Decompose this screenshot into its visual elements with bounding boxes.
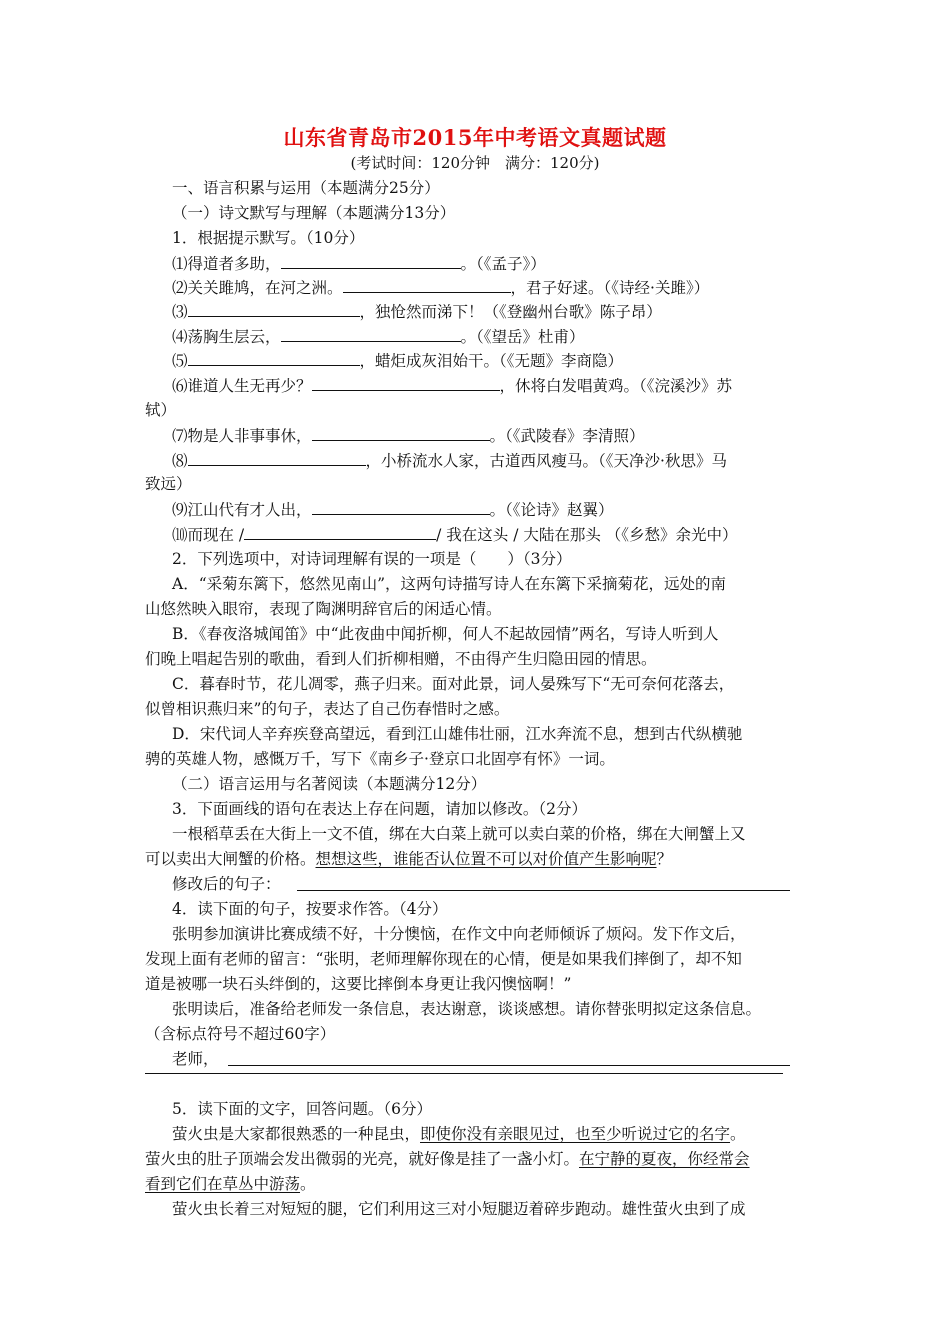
passage-line: 道是被哪一块石头绊倒的，这要比摔倒本身更让我闪懊恼啊！”	[145, 975, 572, 993]
recite-item: ⑽而现在 / / 我在这头 / 大陆在那头 （《乡愁》余光中）	[172, 526, 738, 544]
option-a-continued: 山悠然映入眼帘，表现了陶渊明辞官后的闲适心情。	[145, 600, 502, 618]
recite-item: ⑻ ，小桥流水人家，古道西风瘦马。（《天净沙·秋思》马	[172, 452, 727, 470]
recite-item: ⑸ ，蜡炬成灰泪始干。（《无题》李商隐）	[172, 352, 624, 370]
question-stem: 5．读下面的文字，回答问题。（6分）	[172, 1100, 432, 1118]
recite-item: ⑵关关雎鸠，在河之洲。 ，君子好逑。（《诗经·关雎》）	[172, 279, 710, 297]
recite-item-continued: 轼）	[145, 401, 177, 419]
option-d: D．宋代词人辛弃疾登高望远，看到江山雄伟壮丽，江水奔流不息，想到古代纵横驰	[172, 725, 743, 743]
passage-line: 张明读后，准备给老师发一条信息，表达谢意，谈谈感想。请你替张明拟定这条信息。	[172, 1000, 762, 1018]
option-c-continued: 似曾相识燕归来”的句子，表达了自己伤春惜时之感。	[145, 700, 510, 718]
question-stem: 1．根据提示默写。（10分）	[172, 229, 365, 247]
answer-label: 老师，	[172, 1050, 219, 1068]
part-heading: （一）诗文默写与理解（本题满分13分）	[172, 204, 456, 222]
recite-item: ⑷荡胸生层云， 。（《望岳》杜甫）	[172, 328, 585, 346]
option-b-continued: 们晚上唱起告别的歌曲，看到人们折柳相赠，不由得产生归隐田园的情思。	[145, 650, 657, 668]
recite-item: ⑼江山代有才人出， 。（《论诗》赵翼）	[172, 501, 614, 519]
question-stem: 3．下面画线的语句在表达上存在问题，请加以修改。（2分）	[172, 800, 587, 818]
answer-blank[interactable]	[281, 326, 461, 342]
answer-line[interactable]	[297, 890, 790, 891]
passage-line: 一根稻草丢在大街上一文不值，绑在大白菜上就可以卖白菜的价格，绑在大闸蟹上又	[172, 825, 746, 843]
option-a: A．“采菊东篱下，悠然见南山”，这两句诗描写诗人在东篱下采摘菊花，远处的南	[172, 575, 727, 593]
underlined-sentence: 在宁静的夏夜，你经常会	[579, 1150, 750, 1168]
recite-item-continued: 致远）	[145, 475, 192, 493]
passage-line: 发现上面有老师的留言：“张明，老师理解你现在的心情，便是如果我们摔倒了，却不知	[145, 950, 742, 968]
answer-blank[interactable]	[312, 375, 500, 391]
answer-blank[interactable]	[343, 277, 511, 293]
underlined-sentence: 想想这些，谁能否认位置不可以对价值产生影响呢	[315, 850, 657, 868]
passage-line: 可以卖出大闸蟹的价格。想想这些，谁能否认位置不可以对价值产生影响呢？	[145, 850, 673, 868]
recite-item: ⑹谁道人生无再少？ ，休将白发唱黄鸡。（《浣溪沙》苏	[172, 377, 733, 395]
answer-blank[interactable]	[312, 425, 490, 441]
recite-item: ⑶ ，独怆然而涕下！（《登幽州台歌》陈子昂）	[172, 303, 662, 321]
option-c: C．暮春时节，花儿凋零，燕子归来。面对此景，词人晏殊写下“无可奈何花落去，	[172, 675, 735, 693]
recite-item: ⑺物是人非事事休， 。（《武陵春》李清照）	[172, 427, 645, 445]
answer-blank[interactable]	[188, 350, 360, 366]
passage-line: 萤火虫是大家都很熟悉的一种昆虫，即使你没有亲眼见过，也至少听说过它的名字。	[172, 1125, 746, 1143]
passage-line: 萤火虫长着三对短短的腿，它们利用这三对小短腿迈着碎步跑动。雄性萤火虫到了成	[172, 1200, 746, 1218]
recite-item: ⑴得道者多助， 。（《孟子》）	[172, 255, 546, 273]
answer-blank[interactable]	[188, 450, 366, 466]
question-stem: 2．下列选项中，对诗词理解有误的一项是（ ）（3分）	[172, 550, 572, 568]
part-heading: （二）语言运用与名著阅读（本题满分12分）	[172, 775, 487, 793]
question-stem: 4．读下面的句子，按要求作答。（4分）	[172, 900, 448, 918]
answer-line[interactable]	[145, 1073, 783, 1074]
underlined-sentence: 即使你没有亲眼见过，也至少听说过它的名字	[420, 1125, 731, 1143]
option-b: B．《春夜洛城闻笛》中“此夜曲中闻折柳，何人不起故园情”两名，写诗人听到人	[172, 625, 719, 643]
answer-label: 修改后的句子：	[172, 875, 281, 893]
answer-blank[interactable]	[244, 524, 436, 540]
passage-line: 看到它们在草丛中游荡。	[145, 1175, 316, 1193]
passage-line: 张明参加演讲比赛成绩不好，十分懊恼，在作文中向老师倾诉了烦闷。发下作文后，	[172, 925, 746, 943]
answer-blank[interactable]	[312, 499, 490, 515]
exam-subtitle: (考试时间：120分钟 满分：120分)	[350, 154, 600, 172]
underlined-sentence: 看到它们在草丛中游荡	[145, 1175, 301, 1193]
passage-line: （含标点符号不超过60字）	[145, 1025, 336, 1043]
passage-line: 萤火虫的肚子顶端会发出微弱的光亮，就好像是挂了一盏小灯。在宁静的夏夜，你经常会	[145, 1150, 750, 1168]
answer-blank[interactable]	[188, 301, 360, 317]
option-d-continued: 骋的英雄人物，感慨万千，写下《南乡子·登京口北固亭有怀》一词。	[145, 750, 615, 768]
answer-line[interactable]	[228, 1065, 790, 1066]
section-heading: 一、语言积累与运用（本题满分25分）	[172, 179, 440, 197]
answer-blank[interactable]	[281, 253, 461, 269]
exam-title: 山东省青岛市2015年中考语文真题试题	[283, 125, 667, 150]
